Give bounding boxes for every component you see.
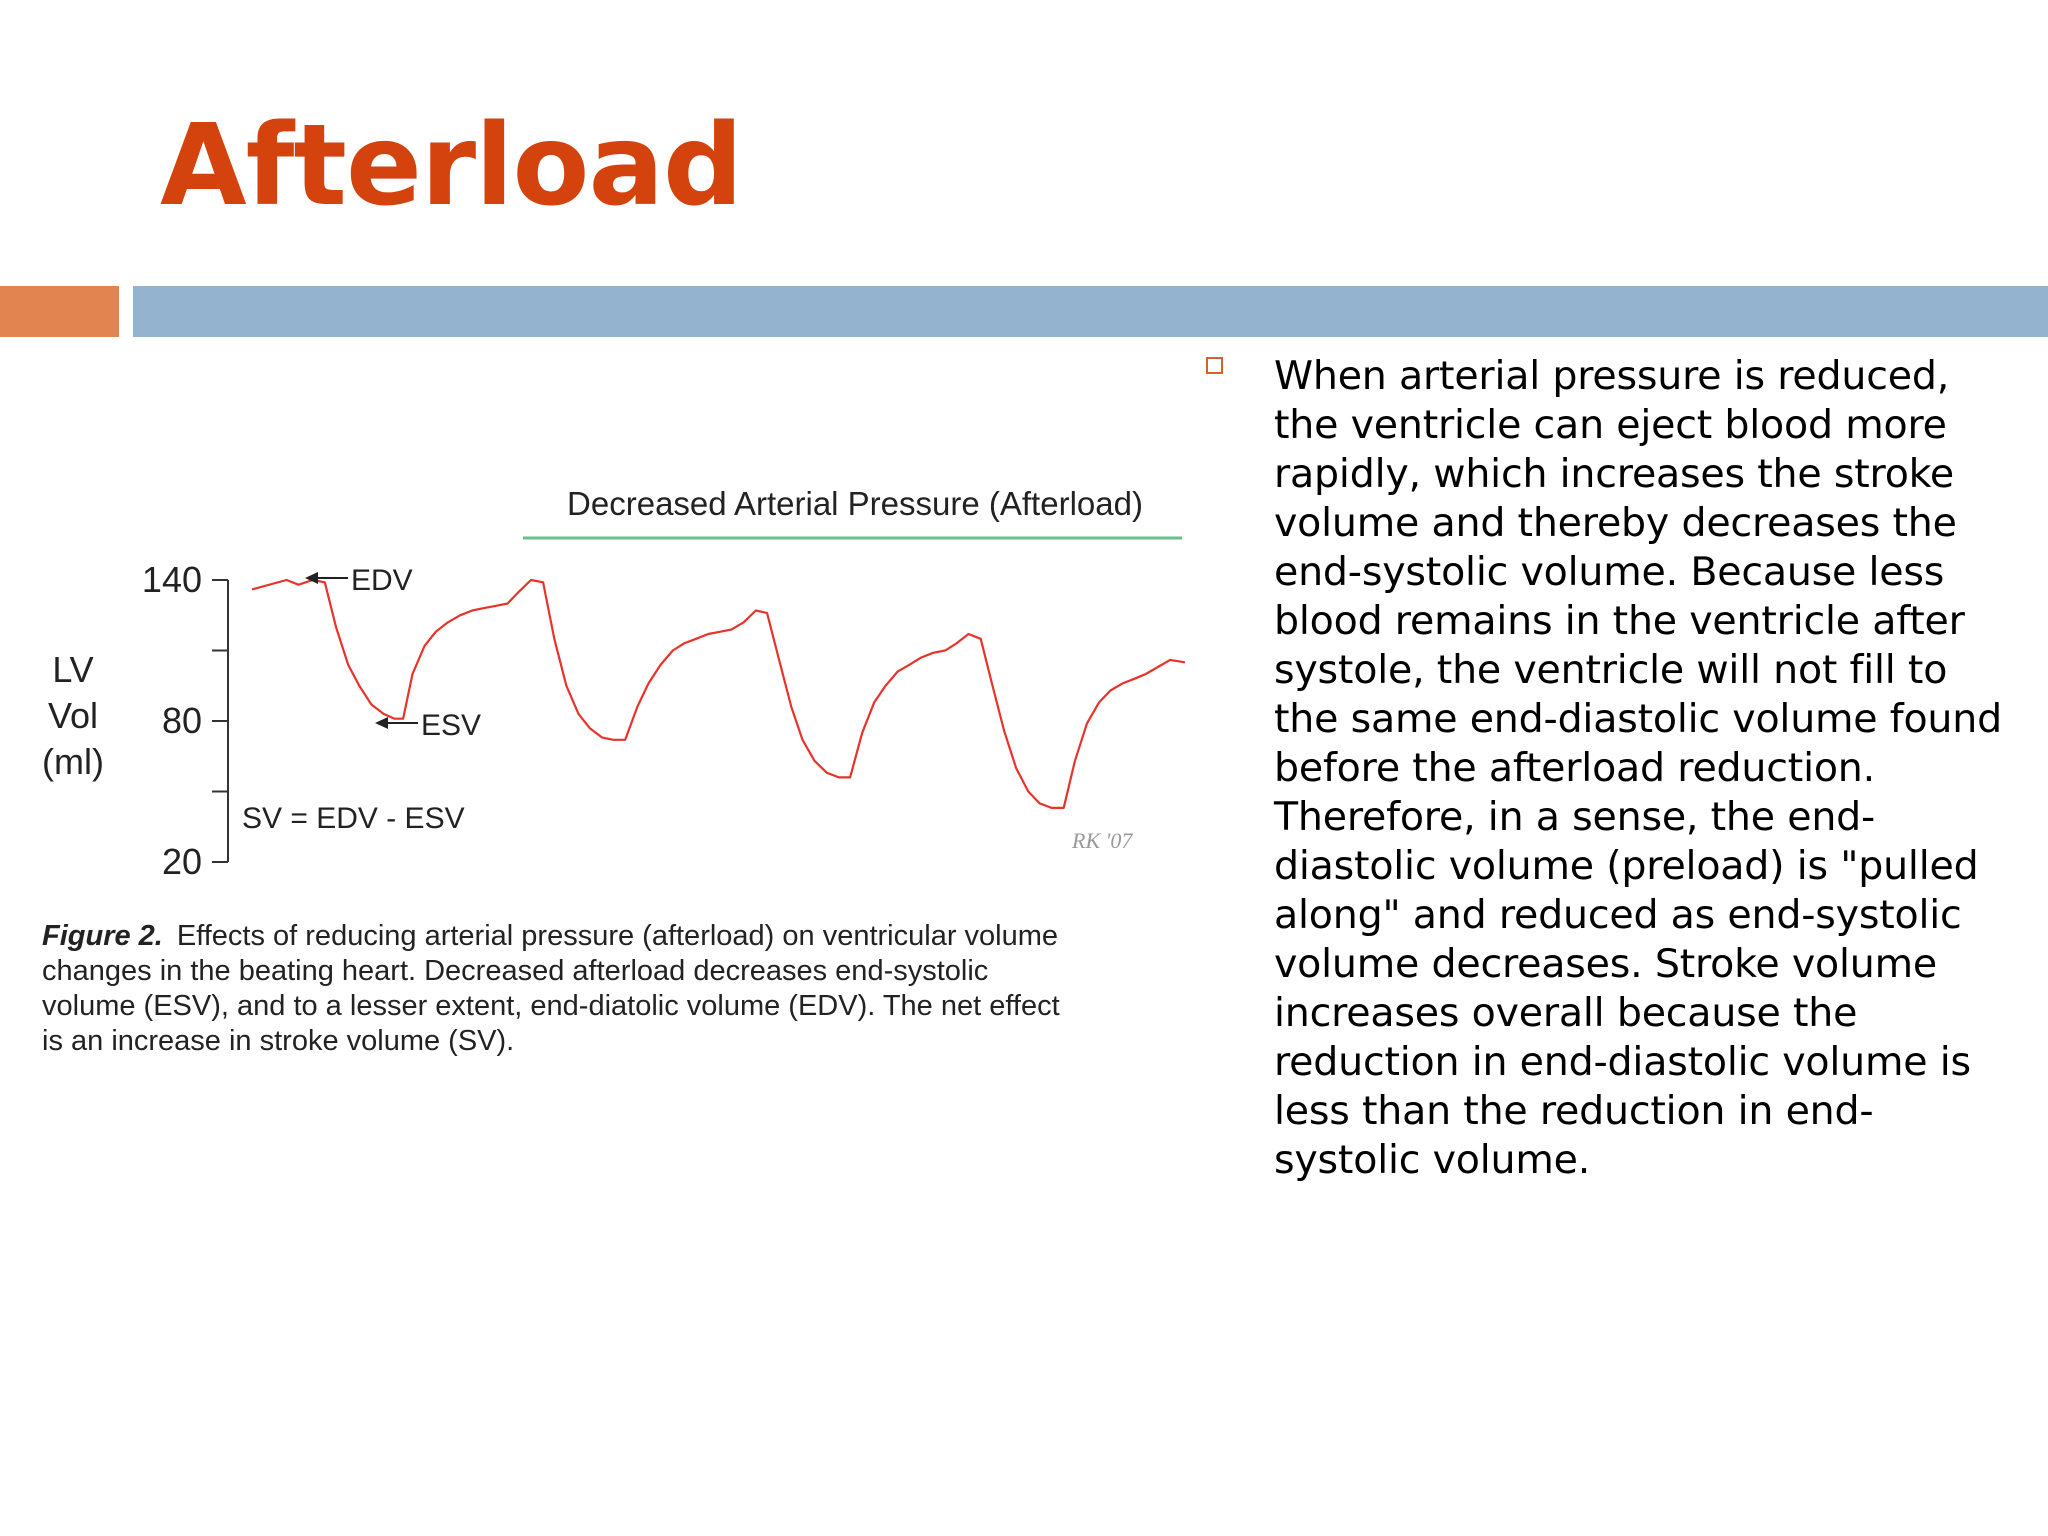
y-tick-label: 80 bbox=[161, 700, 202, 741]
y-tick-label: 140 bbox=[141, 559, 202, 600]
caption-line-4: is an increase in stroke volume (SV). bbox=[42, 1025, 515, 1057]
chart-title: Decreased Arterial Pressure (Afterload) bbox=[567, 485, 1143, 522]
accent-bar-blue bbox=[133, 286, 2048, 337]
bullet-marker bbox=[1206, 357, 1223, 374]
figure-caption bbox=[42, 920, 1060, 1057]
caption-line-3: volume (ESV), and to a lesser extent, end-diatolic volume (EDV). The net effect bbox=[42, 990, 1060, 1022]
artist-signature: RK '07 bbox=[1072, 828, 1133, 853]
accent-bar-orange bbox=[0, 286, 119, 337]
y-axis-label-line: LV bbox=[52, 649, 94, 690]
edv-label: EDV bbox=[351, 564, 413, 597]
caption-line-2: changes in the beating heart. Decreased afterload decreases end-systolic bbox=[42, 955, 989, 987]
esv-arrow-head bbox=[375, 717, 388, 729]
caption-figure-label: Figure 2. bbox=[42, 920, 163, 952]
y-axis-label-line: (ml) bbox=[42, 741, 104, 782]
bullet-text: When arterial pressure is reduced, the ventricle can eject blood more rapidly, which increases the stroke volume and thereby decreases the end-systolic volume. Because less blood remains in the ventricle after systole, the ventricle will not fill to the same end-diastolic volume found before the afterload reduction. Therefore, in a sense, the end-diastolic volume (preload) is "pulled along" and reduced as end-systolic volume decreases. Stroke volume increases overall because the reduction in end-diastolic volume is less than the reduction in end-systolic volume. bbox=[1274, 353, 2002, 1183]
y-tick-label: 20 bbox=[161, 841, 202, 882]
lv-volume-trace bbox=[252, 580, 1185, 808]
esv-annotation bbox=[375, 709, 481, 742]
caption-line-1-text: Effects of reducing arterial pressure (afterload) on ventricular volume bbox=[176, 920, 1059, 952]
esv-label: ESV bbox=[421, 709, 482, 742]
y-axis-label-line: Vol bbox=[47, 695, 99, 736]
caption-line-1 bbox=[42, 920, 1058, 952]
y-axis-ticks bbox=[142, 559, 228, 882]
sv-formula: SV = EDV - ESV bbox=[242, 802, 465, 835]
slide-title: Afterload bbox=[160, 101, 743, 231]
y-axis-label bbox=[42, 649, 104, 782]
afterload-figure bbox=[0, 470, 1230, 1090]
